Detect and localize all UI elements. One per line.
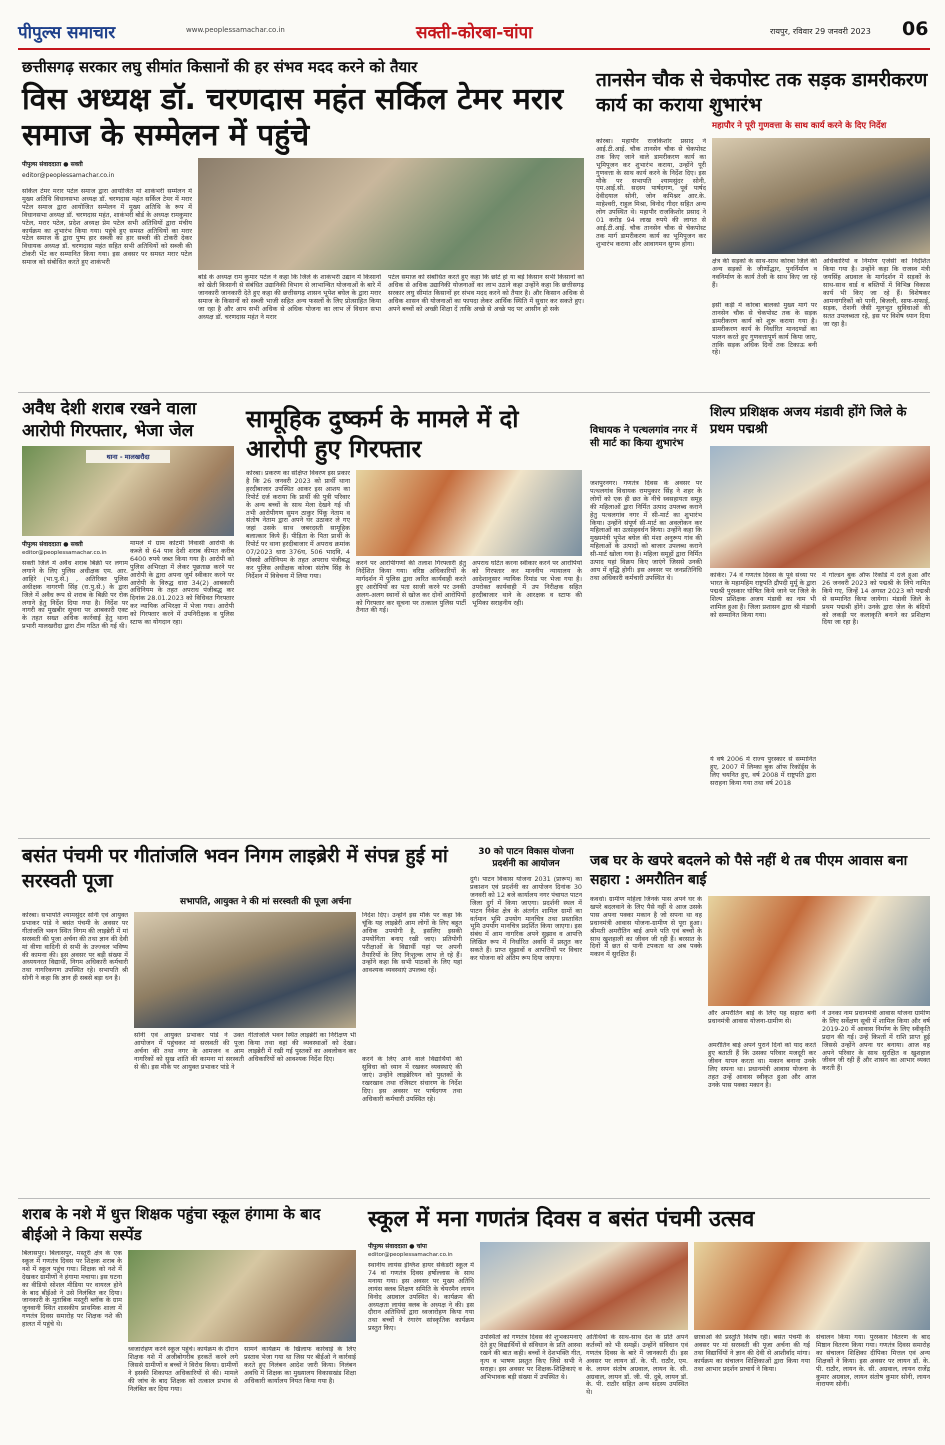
a11-body3: अतिथियों के साथ-साथ देश के प्रति अपने कर्तव्यों को भी समझें। उन्होंने संविधान एवं गणतंत्र दिवस के बारे में जानकारी दी। इस अवसर पर लायन डॉ. के. पी. राठौर, एम. के. लायन संतोष अग्रवाल, लायन के. सी. अग्रवाल, लायन डॉ. जी. पी. दुबे, लायन डॉ. के. पी. राठौर सहित अन्य सदस्य उपस्थित थे। (586, 1334, 688, 1397)
row1-divider (18, 392, 930, 393)
masthead-site: www.peoplessamachar.co.in (186, 26, 285, 34)
a11-headline: स्कूल में मना गणतंत्र दिवस व बसंत पंचमी उत्सव (368, 1207, 755, 1232)
a3-police-sign: थाना - मालखरौदा (86, 450, 170, 463)
a10-headline: शराब के नशे में धुत्त शिक्षक पहुंचा स्कूल हंगामा के बाद बीईओ ने किया सस्पेंड (22, 1205, 321, 1244)
row2-divider (18, 838, 930, 839)
a6-caption: कांकेर। 74 वें गणतंत्र दिवस के पूर्व संध्या पर भारत के महामहिम राष्ट्रपति द्रौपदी मुर्मू के द्वारा पद्मश्री पुरस्कार घोषित किये जाने पर जिले के शिल्प प्रशिक्षक अजय मंडावी का नाम भी शामिल हुआ है। जिला प्रशासन द्वारा श्री मंडावी को सम्मानित किया गया। (710, 572, 816, 619)
a1-byline-name: पीपुल्स संवाददाता (22, 161, 62, 168)
a1-headline: विस अध्यक्ष डॉ. चरणदास महंत सर्किल टेमर मरार समाज के सम्मेलन में पहुंचे (22, 82, 564, 153)
a3-email: editor@peoplessamachar.co.in (22, 550, 107, 556)
a2-caption: क्षेत्र की सड़कों के साथ-साथ कोरबा जिले की अन्य सड़कों के जीर्णोद्धार, पुनर्निर्माण व नवनिर्माण के कार्य तेजी के साथ किए जा रहे हैं। (712, 258, 817, 289)
a1-kicker: छत्तीसगढ़ सरकार लघु सीमांत किसानों की हर संभव मदद करने को तैयार (22, 58, 418, 76)
a7-body4: करने के लिए आने वाले विद्यार्थियों की सुविधा को ध्यान में रखकर व्यवस्थाएं की जाएं। उन्होंने लाइब्रेरियन को पुस्तकों के रखरखाव तथा रजिस्टर संधारण के निर्देश दिए। इस अवसर पर पार्षदगण तथा अधिकारी कर्मचारी उपस्थित रहे। (362, 1056, 462, 1103)
masthead (18, 18, 930, 52)
a3-byline-place: सक्ती (70, 541, 83, 548)
masthead-date: रायपुर, रविवार 29 जनवरी 2023 (770, 27, 871, 36)
masthead-edition: सक्ती-कोरबा-चांपा (416, 23, 533, 43)
a6-body2: में गोल्डन बुक ऑफ रिकॉर्ड में दर्ज हुआ और 26 जनवरी 2023 को पद्मश्री के लिये नामित किये गए, जिन्हें 14 अगस्त 2023 को पद्मश्री से सम्मानित किया जायेगा। मंडावी जिले के प्रथम पद्मश्री होंगे। उनके द्वारा जेल के बंदियों को लकड़ी पर कलाकृति बनाने का प्रशिक्षण दिया जा रहा है। (822, 572, 930, 627)
a3-byline-name: पीपुल्स संवाददाता (22, 541, 62, 548)
a10-body2: ध्वजारोहण करने स्कूल पहुंचे। कार्यक्रम के दौरान शिक्षक नशे में अजीबोगरीब हरकतें करने लगे जिससे ग्रामीणों व बच्चों ने विरोध किया। ग्रामीणों ने इसकी शिकायत अधिकारियों से की। मामले की जांच के बाद शिक्षक को तत्काल प्रभाव से निलंबित कर दिया गया। (128, 1346, 238, 1393)
a8-body: दुर्ग। पाटन विकास योजना 2031 (प्रारूप) का प्रकाशन एवं प्रदर्शनी का आयोजन दिनांक 30 जनवरी को 12 बजे कार्यालय नगर पंचायत पाटन जिला दुर्ग में किया जाएगा। प्रदर्शनी स्थल में पाटन निवेश क्षेत्र के अंतर्गत शामिल ग्रामों का वर्तमान भूमि उपयोग मानचित्र तथा प्रस्तावित भूमि उपयोग मानचित्र प्रदर्शित किया जाएगा। इस संबंध में आम नागरिक अपने सुझाव व आपत्ति लिखित रूप में निर्धारित अवधि में प्रस्तुत कर सकते हैं। प्राप्त सुझावों व आपत्तियों पर विचार कर योजना को अंतिम रूप दिया जाएगा। (470, 876, 582, 963)
a7-body1: कोरबा। सभापति श्यामसुंदर सोनी एवं आयुक्त प्रभाकर पांडे ने बसंत पंचमी के अवसर पर गीतांजलि भवन स्थित निगम की लाइब्रेरी में मां सरस्वती की पूजा अर्चना की तथा ज्ञान की देवी मां वीणा वादिनी से सभी के उज्ज्वल भविष्य की कामना की। इस अवसर पर बड़ी संख्या में अध्ययनरत विद्यार्थी, निगम अधिकारी कर्मचारी तथा नागरिकगण उपस्थित रहे। सभापति श्री सोनी ने कहा कि ज्ञान ही सबसे बड़ा धन है। (22, 912, 128, 983)
a5-headline: विधायक ने पत्थलगांव नगर में सी मार्ट का किया शुभारंभ (590, 425, 698, 449)
a2-deck: महापौर ने पूरी गुणवत्ता के साथ कार्य करने के दिए निर्देश (712, 121, 887, 131)
a11-email: editor@peoplessamachar.co.in (368, 1252, 453, 1258)
a3-body2: मामले में ग्राम कोटमी निवासी आरोपी के कब्जे से 64 पाव देशी शराब कीमत करीब 6400 रुपये जब्त किया गया है। आरोपी को पुलिस अभिरक्षा में लेकर पूछताछ करने पर आरोपी के द्वारा अपना जुर्म स्वीकार करने पर आरोपी के विरुद्ध धारा 34(2) आबकारी अधिनियम के तहत अपराध पंजीबद्ध कर दिनांक 28.01.2023 को विधिवत गिरफ्तार कर न्यायिक अभिरक्षा में भेजा गया। आरोपी को गिरफ्तार करने में उपनिरीक्षक व पुलिस स्टाफ का योगदान रहा। (130, 540, 234, 627)
a1-byline-place: सक्ती (70, 161, 83, 168)
a4-body2: करने पर आरोपीगणों की तलाश गिरफ्तारी हेतु निर्देशित किया गया। वरिष्ठ अधिकारियों के मार्गदर्शन में पुलिस द्वारा त्वरित कार्यवाही करते हुए आरोपियों का पता साजी करने पर उनकी अलग-अलग स्थानों से खोज कर दोनों आरोपियों को गिरफ्तार कर सूचना पर तत्काल पुलिस पार्टी तैनात की गई। (356, 560, 466, 615)
masthead-rule (18, 48, 930, 50)
a9-body2: अमरौतिन बाई अपने पुराने दिनों को याद करते हुए बताती हैं कि उसका परिवार मजदूरी कर जीवन यापन करता था। मकान बनाना उनके लिए सपना था। प्रधानमंत्री आवास योजना के तहत उन्हें आवास स्वीकृत हुआ और आज उनके पास पक्का मकान है। (708, 1042, 816, 1089)
a8-headline: 30 को पाटन विकास योजना प्रदर्शनी का आयोजन (478, 847, 574, 869)
a6-photo (710, 446, 930, 568)
a7-caption: सोनी एवं आयुक्त प्रभाकर पांडे ने उक्त आयोजन में पहुंचकर मां सरस्वती की पूजा अर्चना की तथा नगर के आमजन व आम नागरिकों को सुख शांति की कामना मां सरस्वती से की। इस मौके पर आयुक्त प्रभाकर पांडे ने (134, 1032, 244, 1071)
masthead-logo: पीपुल्स समाचार (18, 23, 116, 43)
a2-body1: कोरबा। महापौर राजकिशोर प्रसाद ने आई.टी.आई. चौक तानसेन चौक से चेकपोस्ट तक किए जाने वाले डामरीकरण कार्य का भूमिपूजन कर शुभारंभ कराया, उन्होंने पूरी गुणवत्ता के साथ कार्य करने के निर्देश दिए। इस मौके पर सभापति श्यामसुंदर सोनी, एम.आई.सी. सदस्य पार्षदगण, पूर्व पार्षद देवीदयाल सोनी, जोन कमिश्नर आर.के. माहेश्वरी, राहुल मिश्रा, विनोद गीदर सहित अन्य लोग उपस्थित थे। महापौर राजकिशोर प्रसाद ने 01 करोड़ 94 लाख रुपये की लागत से आई.टी.आई. चौक तानसेन चौक से चेकपोस्ट तक मार्ग डामरीकरण कार्य का भूमिपूजन कर शुभारंभ कराया और आवागमन सुगम होगा। (596, 138, 706, 248)
a4-body1: कोरबा। प्रकरण का संक्षिप्त विवरण इस प्रकार है कि 26 जनवरी 2023 को प्रार्थी थाना हरदीबाजार उपस्थित आकर इस आशय का रिपोर्ट दर्ज कराया कि प्रार्थी की पुत्री परिवार के अन्य बच्चों के साथ मेला देखने गई थी तभी आरोपीगण सुमन ठाकुर पिंकू नेताम व संतोष नेताम द्वारा अपने घर उठाकर ले गए जहां उसके साथ जबरदस्ती सामूहिक बलात्कार किये हैं। पीड़िता के पिता प्रार्थी के रिपोर्ट पर थाना हरदीबाजार में अपराध क्रमांक 07/2023 धारा 376घ, 506 भादवि, 4 पॉक्सो अधिनियम के तहत अपराध पंजीबद्ध कर पुलिस अधीक्षक कोरबा संतोष सिंह के निर्देशन में विवेचना में लिया गया। (246, 470, 350, 580)
a1-email: editor@peoplessamachar.co.in (22, 172, 115, 179)
a1-photo (198, 158, 584, 270)
a1-caption: बोर्ड के अध्यक्ष राम कुमार पटेल ने कहा कि जिले के शाकंभरी उद्यान में किसानों को खेती किसानी से संबंधित उद्यानिकी विभाग से लाभान्वित योजनाओं के बारे में जानकारी जानकारी देते हुए कहा की छत्तीसगढ़ शासन भूपेश बघेल के द्वारा मरार समाज के किसानों को सब्जी भाजी सहित अन्य फसलों के लिए प्रोत्साहित किया जा रहा है और आप सभी अधिक से अधिक योजना का लाभ लें विधान सभा अध्यक्ष डॉ. चरणदास महंत ने मरार (198, 274, 381, 321)
a3-byline: पीपुल्स संवाददाता ● सक्ती (22, 541, 83, 548)
a4-body3: अपराध घटित करना स्वीकार करने पर आरोपियों को गिरफ्तार कर माननीय न्यायालय के आदेशानुसार न्यायिक रिमांड पर भेजा गया है। उपरोक्त कार्यवाही में उप निरीक्षक सहित हरदीबाजार थाने के आरक्षक व स्टाफ की भूमिका सराहनीय रही। (472, 560, 582, 607)
a3-headline: अवैध देशी शराब रखने वाला आरोपी गिरफ्तार, भेजा जेल (22, 399, 197, 441)
a9-headline: जब घर के खपरे बदलने को पैसे नहीं थे तब पीएम आवास बना सहारा : अमरौतिन बाई (590, 853, 908, 888)
a6-headline: शिल्प प्रशिक्षक अजय मंडावी होंगे जिले के प्रथम पद्मश्री (710, 405, 907, 437)
a7-body3: निर्देश दिए। उन्होंने इस मौके पर कहा कि चूंकि यह लाइब्रेरी आम लोगों के लिए बहुत अधिक उपयोगी है, इसलिए इसकी उपयोगिता बनाए रखी जाए। प्रतियोगी परीक्षाओं के विद्यार्थी यहां पर अपनी तैयारियों के लिए निःशुल्क लाभ ले रहे हैं। उन्होंने कहा कि सभी पाठकों के लिए यहां आवश्यक व्यवस्थाएं उपलब्ध रहें। (362, 912, 462, 975)
page-number: 06 (902, 18, 929, 40)
a11-byline: पीपुल्स संवाददाता ● चांपा (368, 1243, 427, 1250)
a10-body3: सामने कार्यक्रम के खिलाफ कार्रवाई के लिए प्रस्ताव भेजा गया था जिस पर बीईओ ने कार्रवाई करते हुए निलंबन आदेश जारी किया। निलंबन अवधि में शिक्षक का मुख्यालय विकासखंड शिक्षा अधिकारी कार्यालय नियत किया गया है। (244, 1346, 356, 1385)
a1-byline: पीपुल्स संवाददाता ● सक्ती (22, 161, 83, 168)
a4-headline: सामूहिक दुष्कर्म के मामले में दो आरोपी हुए गिरफ्तार (246, 405, 519, 463)
a1-body1: सर्किल टेमर मरार पटेल समाज द्वारा आयोजित मां शाकंभरी सम्मेलन में मुख्य अतिथि विधानसभा अध्यक्ष डॉ. चरणदास महंत सर्किल टेमर में मरार पटेल समाज द्वारा आयोजित सम्मेलन में मुख्य अतिथि के रूप में विधानसभा अध्यक्ष डॉ. चरणदास महंत, शाकंभरी बोर्ड के अध्यक्ष रामकुमार पटेल, मरार पटेल, प्रदेश अध्यक्ष प्रेम पटेल सभी अतिथियों द्वारा मंचीय कार्यक्रम का शुभारंभ किया गया। पहुंचे हुए समस्त अतिथियों का मरार पटेल समाज के द्वारा पुष्प हार सब्जी का हार सब्जी की टोकरी देकर विधायक अध्यक्ष डॉ. चरणदास महंत सहित सभी अतिथियों को सब्जी की टोकरी भेंट कर सम्मानित किया गया। इस अवसर पर समस्त मरार पटेल समाज को संबोधित करते हुए शाकंभरी (22, 188, 192, 267)
a9-body1: कवर्धा। ग्रामीण महिला जिनके पास अपने घर के खपरे बदलवाने के लिए पैसे नहीं थे आज उसके पास अपना पक्का मकान है जो सपना था वह प्रधानमंत्री आवास योजना-ग्रामीण से पूरा हुआ। श्रीमती अमरौतिन बाई अपने पति एवं बच्चों के साथ खुशहाली का जीवन जी रही हैं। बरसात के दिनों में छत से पानी टपकता था अब पक्के मकान में सुरक्षित हैं। (590, 896, 702, 959)
a2-body3: अधिकारियों व निर्माण एजेंसी को निर्देशित किया गया है। उन्होंने कहा कि राजस्व मंत्री जयसिंह अग्रवाल के मार्गदर्शन में सड़कों के साथ-साथ वार्ड व बस्तियों में विभिन्न विकास कार्य भी किए जा रहे हैं। विशेषकर आमनागरिकों को पानी, बिजली, साफ-सफाई, सड़क, रोशनी जैसी मूलभूत सुविधाओं की सतत उपलब्धता रहे, इस पर विशेष ध्यान दिया जा रहा है। (823, 258, 930, 329)
a11-body2: उपस्थितों को गणतंत्र दिवस की शुभकामनाएं देते हुए विद्यार्थियों से संविधान के प्रति आस्था रखने की बात कही। बच्चों ने देशभक्ति गीत, नृत्य व भाषण प्रस्तुत किए जिसे सभी ने सराहा। इस अवसर पर शिक्षक-शिक्षिकाएं व अभिभावक बड़ी संख्या में उपस्थित थे। (480, 1334, 582, 1381)
a11-body4: छात्राओं की प्रस्तुति विशेष रही। बसंत पंचमी के अवसर पर मां सरस्वती की पूजा अर्चना की गई तथा विद्यार्थियों ने ज्ञान की देवी से आशीर्वाद मांगा। कार्यक्रम का संचालन शिक्षिकाओं द्वारा किया गया तथा आभार प्रदर्शन प्राचार्य ने किया। (694, 1334, 810, 1373)
a1-body2: पटेल समाज को संबोधित करते हुए कहा कि छोटे हो या बड़े किसान सभी किसानों को अधिक से अधिक उद्यानिकी योजनाओं का लाभ उठाने कहा उन्होंने कहा कि छत्तीसगढ़ सरकार लघु सीमांत किसानों हर संभव मदद करने को तैयार है। और किसान अधिक से अधिक शासन की योजनाओं का फायदा लेकर आर्थिक स्थिति में सुधार कर सकते हुए। अपने बच्चों को अच्छी शिक्षा दें ताकि अच्छे से अच्छे पद पर आसीन हो सके (388, 274, 584, 313)
a11-body1: स्थानीय लायंस इंग्लिश हायर सेकेंडरी स्कूल में 74 वां गणतंत्र दिवस हर्षोल्लास के साथ मनाया गया। इस अवसर पर मुख्य अतिथि लायंस क्लब शिक्षण समिति के चेयरमैन लायन विनोद अग्रवाल उपस्थित थे। कार्यक्रम की अध्यक्षता लायंस क्लब के अध्यक्ष ने की। इस दौरान अतिथियों द्वारा ध्वजारोहण किया गया तथा बच्चों ने रंगारंग सांस्कृतिक कार्यक्रम प्रस्तुत किए। (368, 1262, 474, 1333)
a11-byline-name: पीपुल्स संवाददाता (368, 1243, 408, 1250)
a4-photo (356, 470, 582, 556)
row3-divider (18, 1198, 930, 1199)
a7-photo (134, 912, 356, 1028)
a11-photo-1 (480, 1242, 688, 1330)
a2-body2: इसी कड़ी में कोरबा बालको मुख्य मार्ग पर तानसेन चौक से चेकपोस्ट तक के सड़क डामरीकरण कार्य को शुरू कराया गया है। डामरीकरण कार्य के निर्धारित मानदण्डों का पालन करते हुए गुणवत्तापूर्ण कार्य किया जाए, ताकि सड़क अधिक दिनों तक टिकाऊ बनी रहे। (712, 302, 817, 357)
a7-deck: सभापति, आयुक्त ने की मां सरस्वती की पूजा अर्चना (180, 897, 352, 907)
a7-headline: बसंत पंचमी पर गीतांजलि भवन निगम लाइब्रेरी में संपन्न हुई मां सरस्वती पूजा (22, 845, 448, 892)
a2-photo (712, 138, 930, 254)
a3-photo (22, 446, 234, 536)
a11-body5: संचालन किया गया। पुरस्कार वितरण के बाद मिष्ठान वितरण किया गया। गणतंत्र दिवस समारोह का संचालन शिक्षिका दीपिका मित्तल एवं अन्य शिक्षकों ने किया। इस अवसर पर लायन डॉ. के. पी. राठौर, लायन के. सी. अग्रवाल, लायन राजेंद्र कुमार अग्रवाल, लायन संतोष कुमार सोनी, लायन नारायण सोनी। (816, 1334, 930, 1389)
a3-body1: सक्ती जिले में अवैध शराब बिक्री पर लगाम लगाने के लिए पुलिस अधीक्षक एम. आर. आहिरे (भा.पु.से.) , अतिरिक्त पुलिस अधीक्षक नागरणी सिंह (रा.पु.से.) के द्वारा जिले में अवैध रूप से शराब के बिक्री पर रोक लगाने हेतु निर्देश दिया गया है। निर्देश पर नागरी का मुखबीर सूचना पर आबकारी एक्ट के तहत सख्त अधिक कार्रवाई हेतु थाना प्रभारी मालखरौदा द्वारा टीम गठित की गई थी। (22, 560, 128, 631)
a11-photo-2 (694, 1242, 930, 1330)
a9-caption: और अमरौतिन बाई के लिए यह सहारा बनी प्रधानमंत्री आवास योजना-ग्रामीण से। (708, 1010, 816, 1025)
a2-headline: तानसेन चौक से चेकपोस्ट तक सड़क डामरीकरण कार्य का कराया शुभारंभ (596, 69, 928, 116)
a7-body2: गीतांजलि भवन स्थित लाइब्रेरी का निरीक्षण भी किया तथा वहां की व्यवस्थाओं को देखा। लाइब्रेरी में रखी गई पुस्तकों का अवलोकन कर अधिकारियों को आवश्यक निर्देश दिए। (248, 1032, 356, 1063)
a9-photo (708, 896, 930, 1006)
a11-byline-place: चांपा (416, 1243, 427, 1250)
a6-body1-copy: ये वर्ष 2006 में राज्य पुरस्कार से सम्मानित हुए, 2007 में लिम्का बुक ऑफ रिकॉर्ड्स के लिए चयनित हुए, वर्ष 2008 में राष्ट्रपति द्वारा सराहना किया गया तथा वर्ष 2018 (710, 756, 816, 787)
a9-body3: ने उनका नाम प्रधानमंत्री आवास योजना ग्रामीण के लिए सर्वेक्षण सूची में शामिल किया और वर्ष 2019-20 में आवास निर्माण के लिए स्वीकृति प्रदान की गई। उन्हें किश्तों में राशि प्राप्त हुई जिससे उन्होंने अपना घर बनाया। आज वह अपने परिवार के साथ सुरक्षित व खुशहाल जीवन जी रही हैं और शासन का आभार व्यक्त करती हैं। (822, 1010, 930, 1073)
a10-body1: बिलासपुर। बिलासपुर, मस्तूरी क्षेत्र के एक स्कूल में गणतंत्र दिवस पर शिक्षक शराब के नशे में स्कूल पहुंच गया। शिक्षक को नशे में देखकर ग्रामीणों ने हंगामा मचाया। इस घटना का वीडियो सोशल मीडिया पर वायरल होने के बाद बीईओ ने उसे निलंबित कर दिया। जानकारी के मुताबिक मस्तूरी ब्लॉक के ग्राम जुनवानी स्थित शासकीय प्राथमिक शाला में गणतंत्र दिवस समारोह पर शिक्षक नशे की हालत में पहुंचे थे। (22, 1250, 122, 1329)
a10-photo (128, 1250, 356, 1342)
a5-body: जशपुरनगर। गणतंत्र दिवस के अवसर पर पत्थलगांव विधायक रामपुकार सिंह ने शहर के लोगों को एक ही छत के नीचे स्वसहायता समूह की महिलाओं द्वारा निर्मित उत्पाद उपलब्ध कराने हेतु पत्थलगांव नगर में सी-मार्ट का शुभारंभ किया। उन्होंने संपूर्ण सी-मार्ट का अवलोकन कर महिलाओं का उत्साहवर्धन किया। उन्होंने कहा कि मुख्यमंत्री भूपेश बघेल की मंशा अनुरूप गांव की महिलाओं के उत्पादों को बाजार उपलब्ध कराने सी-मार्ट खोला गया है। महिला समूहों द्वारा निर्मित उत्पाद यहां विक्रय किए जाएंगे जिससे उनकी आय में वृद्धि होगी। इस अवसर पर जनप्रतिनिधि तथा अधिकारी कर्मचारी उपस्थित थे। (590, 480, 702, 582)
